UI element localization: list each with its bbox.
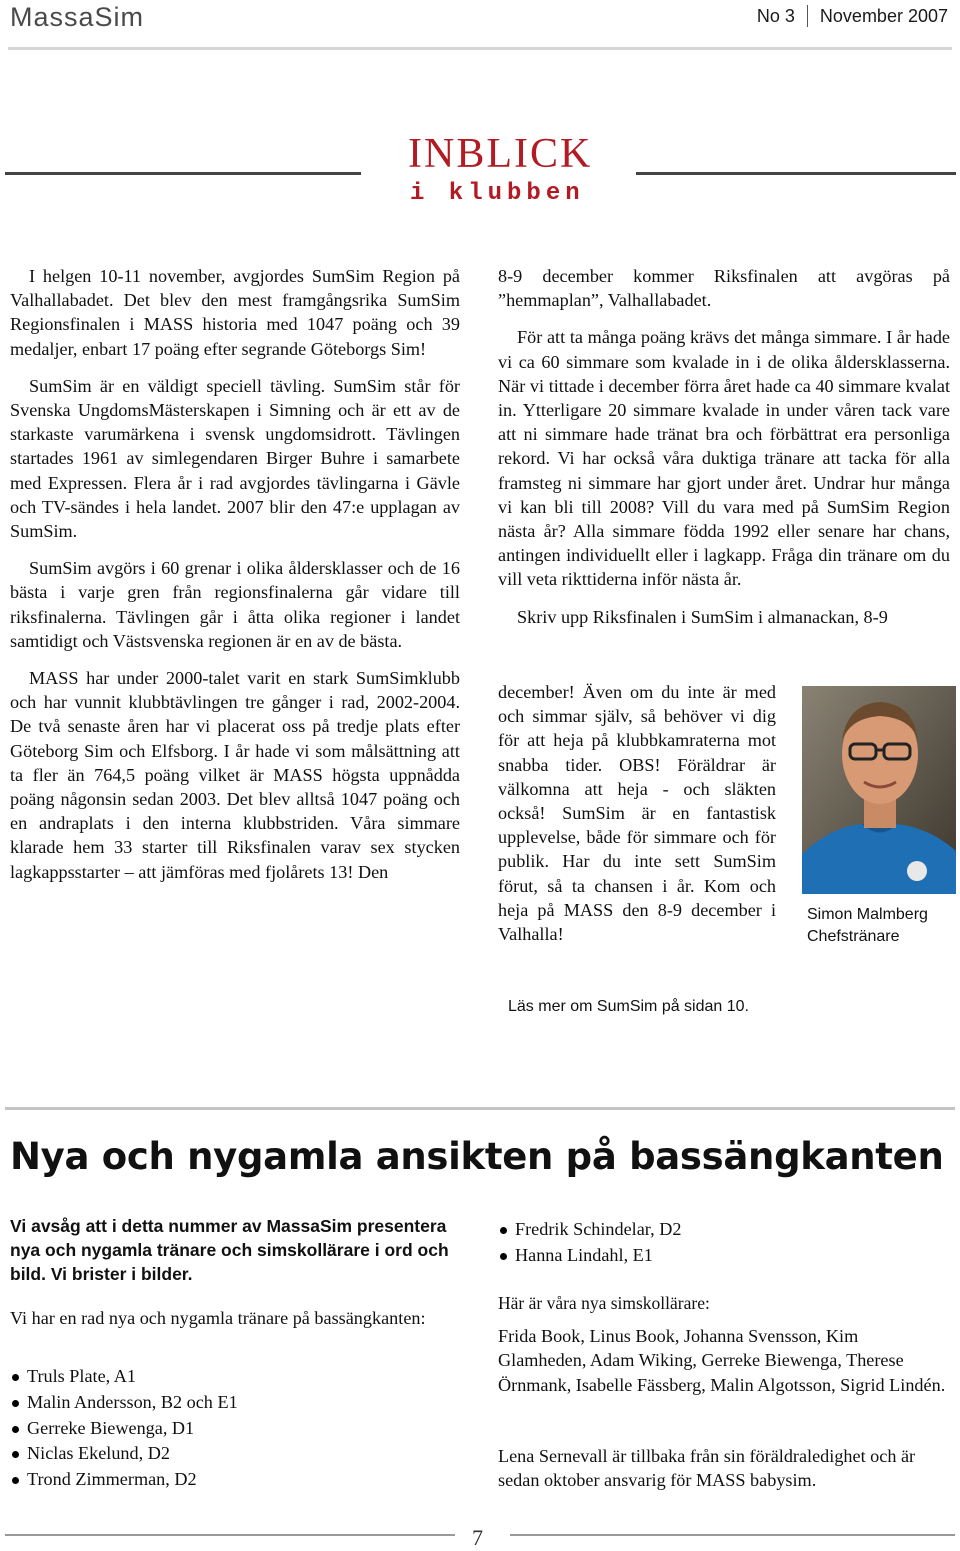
banner-line-right [636,172,956,175]
coach-photo [802,686,956,894]
read-more-note: Läs mer om SumSim på sidan 10. [508,998,749,1015]
footer-rule-right [510,1534,955,1536]
article-left-column [10,264,460,897]
caption-name: Simon Malmberg [807,906,928,923]
issue-number: No 3 [756,5,795,26]
paragraph: SumSim är en väldigt speciell tävling. SumSim står för Svenska UngdomsMästerskapen i Simning och är ett av de starkaste varumärkena i svensk ungdomsidrott. Tävlingen startades 1961 av simlegendaren Birger Buhre i samarbete med Expressen. Flera år i rad avgjordes tävlingarna i Gävle och TV-sändes i hela landet. 2007 blir den 47:e upplagan av SumSim. [10,375,460,542]
paragraph: I helgen 10-11 november, avgjordes SumSim Region på Valhallabadet. Det blev den mest framgångsrika SumSim Regionsfinalen i MASS historia med 1047 poäng och 39 medaljer, enbart 17 poäng efter segrande Göteborgs Sim! [10,266,460,359]
article-right-narrow-text: december! Även om du inte är med och simmar själv, så behöver vi dig för att heja på klubbkamraterna mot snabba tider. OBS! Föräldrar är välkomna att heja - och släkten också! SumSim är en fantastisk upplevelse, både för simmare och för publik. Har du inte sett SumSim förut, så ta chansen i år. Kom och heja på MASS den 8-9 december i Valhalla! [498,682,776,945]
list-item: Niclas Ekelund, D2 [10,1441,450,1467]
section-banner-subtitle: i klubben [410,180,585,207]
paragraph: SumSim avgörs i 60 grenar i olika åldersklasser och de 16 bästa i varje gren från regionsfinalerna går vidare till riksfinalerna. Tävlingen går i åtta olika regioner i landet samtidigt och Västsvenska regionen är en av de bästa. [10,558,460,651]
coach-list-right [498,1217,938,1269]
instructors-list: Frida Book, Linus Book, Johanna Svensson, Kim Glamheden, Adam Wiking, Gerreke Biewenga, Therese Örnmank, Isabelle Fässberg, Malin Algotsson, Sigrid Lindén. [498,1326,946,1395]
list-item: Gerreke Biewenga, D1 [10,1416,450,1442]
banner-line-left [5,172,361,175]
coaches-intro: Vi har en rad nya och nygamla tränare på bassängkanten: [10,1308,426,1328]
coach-list-left [10,1364,450,1493]
paragraph: Skriv upp Riksfinalen i SumSim i almanackan, 8-9 [517,606,888,627]
footer-rule-left [5,1534,455,1536]
list-item: Fredrik Schindelar, D2 [498,1217,938,1243]
paragraph: MASS har under 2000-talet varit en stark SumSimklubb och har vunnit klubbtävlingen tre gånger i rad, 2002-2004. De två senaste åren har vi placerat oss på tredje plats efter Göteborg Sim och Elfsborg. I år hade vi som målsättning att ta fler än 764,5 poäng vilket är MASS högsta uppnådda poäng någonsin sedan 2003. Det blev alltså 1047 poäng och en andraplats i den interna klubbstriden. Våra simmare klarade hem 33 starter till Riksfinalen varav sex stycken lagkappsstarter – att jämföras med fjolårets 13! Den [10,668,460,882]
coach-portrait-image [802,686,956,894]
photo-caption [807,904,928,948]
instructors-heading: Här är våra nya simskollärare: [498,1293,710,1313]
list-item: Trond Zimmerman, D2 [10,1467,450,1493]
page-number: 7 [472,1525,483,1550]
header-rule [8,47,952,50]
section-banner-title: INBLICK [408,131,593,177]
masthead-logo: MassaSim [10,2,145,32]
article-lead: Vi avsåg att i detta nummer av MassaSim presentera nya och nygamla tränare och simskollärare i ord och bild. Vi brister i bilder. [10,1216,449,1284]
list-item: Truls Plate, A1 [10,1364,450,1390]
section-divider [5,1107,955,1110]
paragraph: För att ta många poäng krävs det många simmare. I år hade vi ca 60 simmare som kvalade in i de olika åldersklasserna. När vi tittade i december förra året hade ca 40 simmare kvalat in. Ytterligare 20 simmare kvalade in under våren tack vare att ni simmare hade tränat bra och förbättrat era personliga rekord. Vi har också våra duktiga tränare att tacka för alla framsteg ni simmare har gjort under året. Undrar hur många vi kan bli till 2008? Vill du vara med på SumSim Region nästa år? Alla simmare födda 1992 eller senare har chans, antingen individuellt eller i lagkapp. Fråga din tränare om du vill veta rikttiderna inför nästa år. [498,327,950,590]
issue-date: November 2007 [819,5,948,26]
babysim-note: Lena Sernevall är tillbaka från sin föräldraledighet och är sedan oktober ansvarig för MASS babysim. [498,1446,916,1491]
paragraph: 8-9 december kommer Riksfinalen att avgöras på ”hemmaplan”, Valhallabadet. [498,266,950,311]
article-right-column [498,264,950,629]
list-item: Malin Andersson, B2 och E1 [10,1390,450,1416]
issue-info [757,5,948,27]
list-item: Hanna Lindahl, E1 [498,1243,938,1269]
caption-role: Chefstränare [807,928,900,945]
issue-separator [807,5,808,27]
article-headline: Nya och nygamla ansikten på bassängkanten [10,1135,944,1178]
